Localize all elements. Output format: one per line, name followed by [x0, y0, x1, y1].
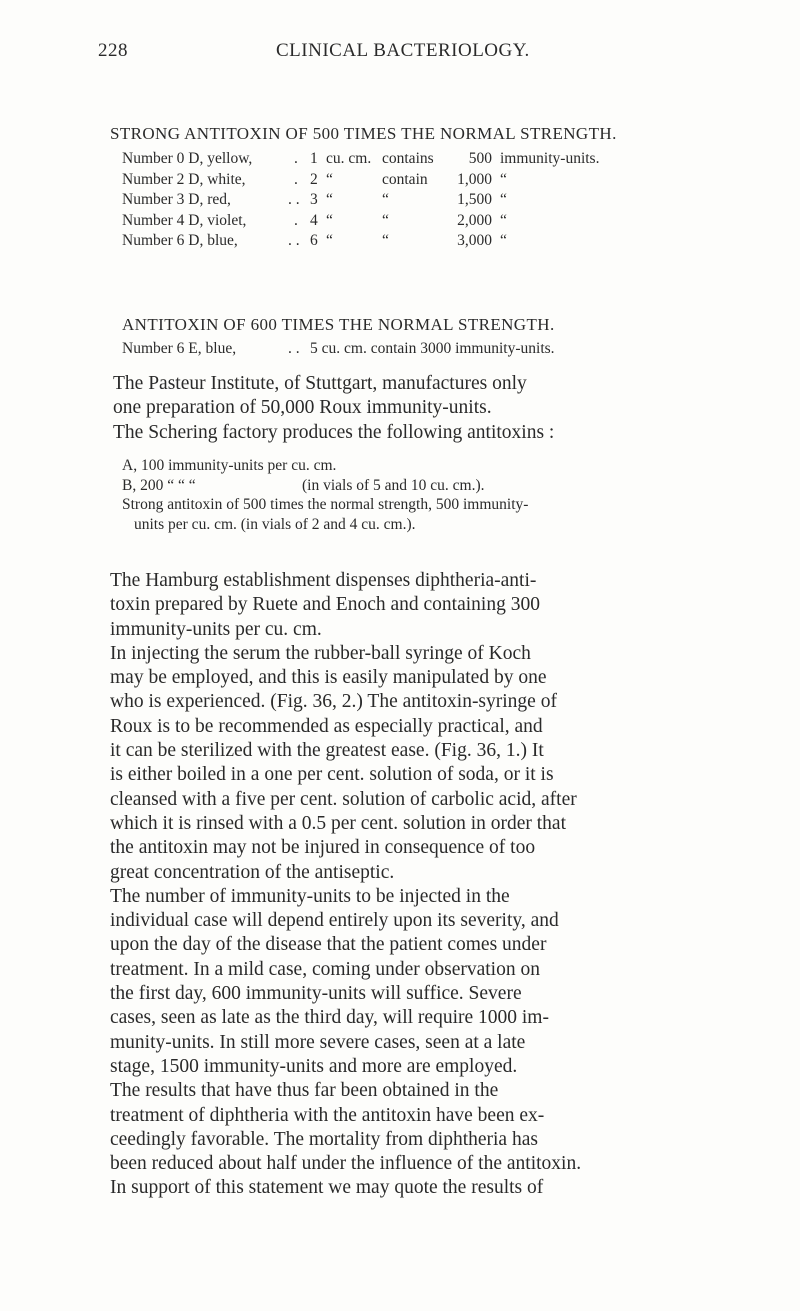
text-line: the first day, 600 immunity-units will suffice. Severe	[110, 983, 522, 1005]
page-number: 228	[98, 40, 128, 61]
text-line: is either boiled in a one per cent. solution of soda, or it is	[110, 764, 554, 786]
text-line: individual case will depend entirely upon its severity, and	[110, 910, 559, 932]
pasteur-paragraph	[113, 372, 689, 445]
text-line: munity-units. In still more severe cases, seen at a late	[110, 1031, 526, 1053]
text-line: The number of immunity-units to be injected in the	[110, 885, 510, 907]
text-line: one preparation of 50,000 Roux immunity-units.	[113, 397, 492, 419]
text-line: immunity-units per cu. cm.	[110, 618, 322, 640]
strong-antitoxin-heading: STRONG ANTITOXIN OF 500 TIMES THE NORMAL STRENGTH.	[110, 124, 617, 143]
text-line: Roux is to be recommended as especially practical, and	[110, 715, 543, 737]
text-line: ceedingly favorable. The mortality from diphtheria has	[110, 1128, 538, 1150]
text-line: which it is rinsed with a 0.5 per cent. solution in order that	[110, 812, 566, 834]
text-line: cases, seen as late as the third day, will require 1000 im-	[110, 1007, 549, 1029]
text-line: cleansed with a five per cent. solution of carbolic acid, after	[110, 788, 577, 810]
running-title: CLINICAL BACTERIOLOGY.	[276, 40, 530, 61]
list-item: A, 100 immunity-units per cu. cm.	[122, 457, 337, 474]
text-line: upon the day of the disease that the patient comes under	[110, 934, 547, 956]
text-line: treatment of diphtheria with the antitoxin have been ex-	[110, 1104, 545, 1126]
text-line: In injecting the serum the rubber-ball syringe of Koch	[110, 642, 531, 664]
text-line: The Schering factory produces the following antitoxins :	[113, 421, 555, 443]
text-line: toxin prepared by Ruete and Enoch and containing 300	[110, 594, 540, 616]
text-line: stage, 1500 immunity-units and more are employed.	[110, 1055, 518, 1077]
text-line: the antitoxin may not be injured in consequence of too	[110, 837, 536, 859]
text-line: may be employed, and this is easily manipulated by one	[110, 667, 547, 689]
text-line: been reduced about half under the influence of the antitoxin.	[110, 1153, 582, 1175]
text-line: In support of this statement we may quote the results of	[110, 1177, 544, 1199]
text-line: The Hamburg establishment dispenses diphtheria-anti-	[110, 570, 537, 591]
list-item: Strong antitoxin of 500 times the normal strength, 500 immunity-	[122, 496, 529, 513]
text-line: who is experienced. (Fig. 36, 2.) The antitoxin-syringe of	[110, 691, 557, 713]
main-text	[110, 569, 686, 1201]
six-hundred-heading: ANTITOXIN OF 600 TIMES THE NORMAL STRENGTH.	[122, 315, 555, 334]
text-line: The results that have thus far been obtained in the	[110, 1080, 499, 1102]
text-line: great concentration of the antiseptic.	[110, 861, 395, 883]
list-item-continuation: units per cu. cm. (in vials of 2 and 4 cu. cm.).	[134, 515, 416, 533]
text-line: The Pasteur Institute, of Stuttgart, manufactures only	[113, 373, 527, 394]
text-line: treatment. In a mild case, coming under observation on	[110, 958, 540, 980]
list-item: B, 200 “ “ “ (in vials of 5 and 10 cu. cm.).	[122, 476, 485, 494]
schering-list	[122, 456, 682, 534]
text-line: it can be sterilized with the greatest ease. (Fig. 36, 1.) It	[110, 740, 544, 762]
